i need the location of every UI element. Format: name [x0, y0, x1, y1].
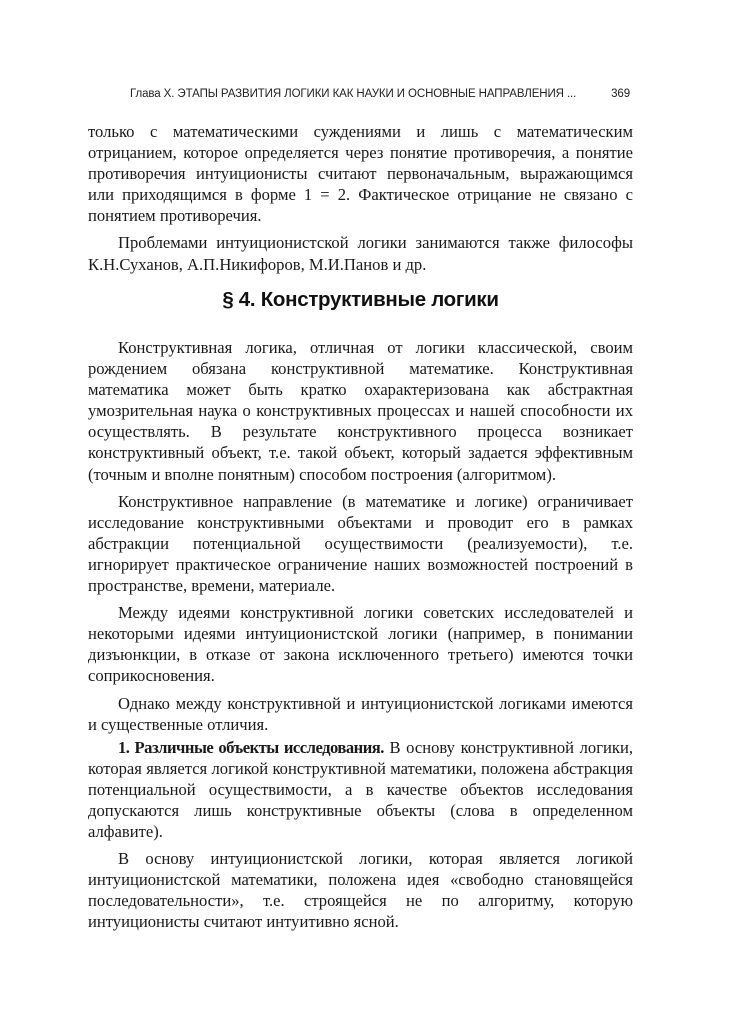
paragraph-3: Между идеями конструктивной логики советских исследователей и некоторыми идеями интуиционистской логики (например, в понимании дизъюнкции, в отказе от закона исключенного третьего) имеются точки соприкосновения. [88, 603, 633, 686]
paragraph-1: Конструктивная логика, отличная от логики классической, своим рождением обязана конструктивной математике. Конструктивная математика может быть кратко охарактеризована как абстрактная умозрительная наука о конструктивных процессах и нашей способности их осуществлять. В результате конструктивного процесса возникает конструктивный объект, т.е. такой объект, который задается эффективным (точным и вполне понятным) способом построения (алгоритмом). [88, 338, 633, 484]
running-head-title: Глава X. ЭТАПЫ РАЗВИТИЯ ЛОГИКИ КАК НАУКИ И ОСНОВНЫЕ НАПРАВЛЕНИЯ ... [130, 88, 577, 100]
paragraph-4: Однако между конструктивной и интуиционистской логиками имеются и существенные отличия. [88, 693, 633, 734]
section-heading: § 4. Конструктивные логики [222, 288, 499, 311]
paragraph-5-lead: 1. Различные объекты исследования. [118, 737, 384, 757]
paragraph-philosophers: Проблемами интуиционистской логики занимаются также философы К.Н.Суханов, А.П.Никифоров, М.И.Панов и др. [88, 233, 633, 274]
section-text [88, 337, 633, 933]
page-number: 369 [611, 88, 630, 100]
paragraph-continued: только с математическими суждениями и лишь с математическим отрицанием, которое определяется через понятие противоречия, а понятие противоречия интуиционисты считают первоначальным, выражающимся или приходящимся в форме 1 = 2. Фактическое отрицание не связано с понятием противоречия. [88, 122, 633, 226]
paragraph-5 [88, 737, 633, 842]
paragraph-5-body: В основу конструктивной логики, которая является логикой конструктивной математики, положена абстракция потенциальной осуществимости, а в качестве объектов исследования допускаются лишь конструктивные объекты (слова в определенном алфавите). [88, 737, 633, 842]
paragraph-6: В основу интуиционистской логики, которая является логикой интуиционистской математики, положена идея «свободно становящейся последовательности», т.е. строящейся не по алгоритму, которую интуиционисты считают интуитивно ясной. [88, 849, 633, 932]
paragraph-2: Конструктивное направление (в математике и логике) ограничивает исследование конструктивными объектами и проводит его в рамках абстракции потенциальной осуществимости (реализуемости), т.е. игнорирует практическое ограничение наших возможностей построений в пространстве, времени, материале. [88, 491, 633, 596]
running-head [130, 88, 630, 106]
intro-text [88, 121, 633, 275]
